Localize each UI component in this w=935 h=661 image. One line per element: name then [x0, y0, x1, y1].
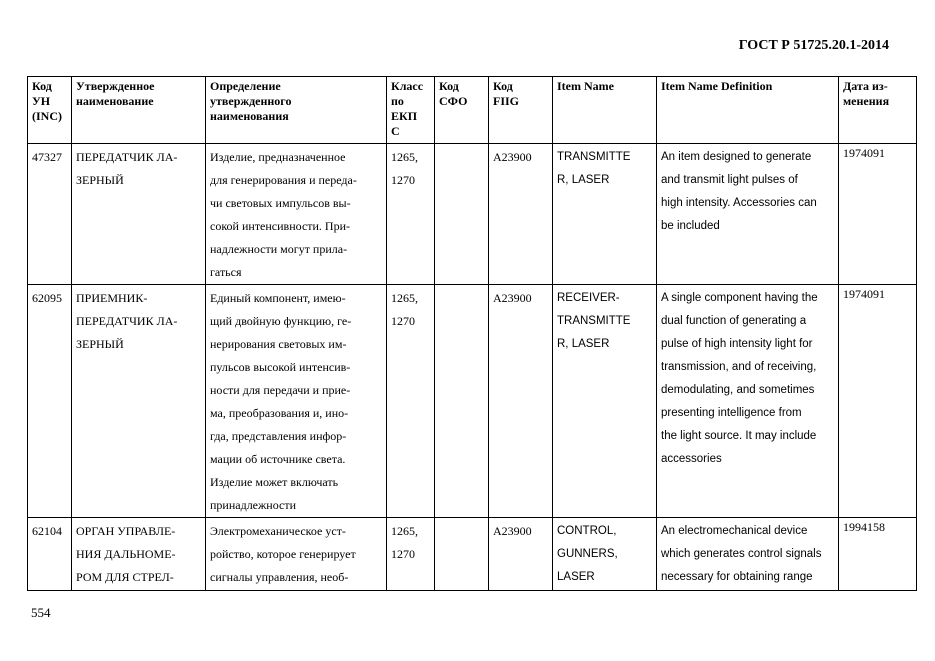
cell-line: demodulating, and sometimes — [661, 384, 815, 396]
table-row — [28, 144, 917, 285]
col-sfo-header — [435, 77, 489, 144]
cell-line: ма, преобразования и, ино- — [210, 406, 349, 420]
header-line: (INC) — [32, 109, 62, 123]
header-line: УН — [32, 94, 51, 108]
col-approved-name-header — [72, 77, 206, 144]
cell-line: для генерирования и переда- — [210, 173, 357, 187]
header-line: Код — [493, 79, 513, 93]
cell-line: чи световых импульсов вы- — [210, 196, 351, 210]
approved-name-cell — [72, 518, 206, 591]
cell-line: transmission, and of receiving, — [661, 361, 817, 373]
header-line: Определение — [210, 79, 281, 93]
item-definition-cell — [657, 144, 839, 285]
cell-line: Единый компонент, имею- — [210, 291, 346, 305]
fiig-cell: A23900 — [489, 144, 553, 285]
cell-line: ПЕРЕДАТЧИК ЛА- — [76, 314, 178, 328]
cell-line: LASER — [557, 571, 595, 583]
header-line: Item Name — [557, 79, 614, 93]
class-cell — [387, 518, 435, 591]
cell-line: ОРГАН УПРАВЛЕ- — [76, 524, 176, 538]
date-cell: 1974091 — [839, 285, 917, 518]
col-inc-header — [28, 77, 72, 144]
header-line: наименования — [210, 109, 289, 123]
col-definition-header — [206, 77, 387, 144]
class-cell — [387, 285, 435, 518]
item-name-cell — [553, 144, 657, 285]
cell-line: RECEIVER- — [557, 292, 620, 304]
cell-line: pulse of high intensity light for — [661, 338, 813, 350]
approved-name-cell — [72, 285, 206, 518]
cell-line: Электромеханическое уст- — [210, 524, 346, 538]
cell-line: сигналы управления, необ- — [210, 570, 349, 584]
inc-cell: 62095 — [28, 285, 72, 518]
inc-cell: 47327 — [28, 144, 72, 285]
header-line: Код — [439, 79, 459, 93]
cell-line: and transmit light pulses of — [661, 174, 798, 186]
cell-line: сокой интенсивности. При- — [210, 219, 351, 233]
cell-line: accessories — [661, 453, 722, 465]
cell-line: ЗЕРНЫЙ — [76, 337, 124, 351]
cell-line: TRANSMITTE — [557, 315, 631, 327]
definition-cell — [206, 285, 387, 518]
col-fiig-header — [489, 77, 553, 144]
sfo-cell — [435, 518, 489, 591]
cell-line: НИЯ ДАЛЬНОМЕ- — [76, 547, 176, 561]
cell-line: the light source. It may include — [661, 430, 817, 442]
cell-line: 1270 — [391, 547, 415, 561]
header-line: С — [391, 124, 400, 138]
cell-line: ПРИЕМНИК- — [76, 291, 148, 305]
table-body — [28, 144, 917, 591]
cell-line: ПЕРЕДАТЧИК ЛА- — [76, 150, 178, 164]
date-cell: 1974091 — [839, 144, 917, 285]
col-date-header — [839, 77, 917, 144]
header-line: FIIG — [493, 94, 520, 108]
cell-line: 1270 — [391, 314, 415, 328]
header-line: утвержденного — [210, 94, 292, 108]
catalog-table — [27, 76, 917, 591]
page-number: 554 — [31, 605, 51, 620]
cell-line: мации об источнике света. — [210, 452, 346, 466]
table-row — [28, 518, 917, 591]
cell-line: which generates control signals — [661, 548, 822, 560]
cell-line: надлежности могут прила- — [210, 242, 348, 256]
header-line: менения — [843, 94, 890, 108]
cell-line: 1265, — [391, 150, 418, 164]
cell-line: R, LASER — [557, 338, 610, 350]
fiig-cell: A23900 — [489, 285, 553, 518]
cell-line: presenting intelligence from — [661, 407, 802, 419]
cell-line: 1270 — [391, 173, 415, 187]
item-name-cell — [553, 518, 657, 591]
cell-line: щий двойную функцию, ге- — [210, 314, 352, 328]
cell-line: R, LASER — [557, 174, 610, 186]
cell-line: dual function of generating a — [661, 315, 807, 327]
class-cell — [387, 144, 435, 285]
header-line: Утвержденное — [76, 79, 155, 93]
table-header-row — [28, 77, 917, 144]
approved-name-cell — [72, 144, 206, 285]
cell-line: necessary for obtaining range — [661, 571, 813, 583]
cell-line: A single component having the — [661, 292, 818, 304]
cell-line: Изделие может включать — [210, 475, 339, 489]
cell-line: ЗЕРНЫЙ — [76, 173, 124, 187]
cell-line: ройство, которое генерирует — [210, 547, 356, 561]
cell-line: GUNNERS, — [557, 548, 618, 560]
item-definition-cell — [657, 518, 839, 591]
header-line: Код — [32, 79, 52, 93]
header-line: Дата из- — [843, 79, 888, 93]
table-row — [28, 285, 917, 518]
cell-line: 1265, — [391, 291, 418, 305]
cell-line: An item designed to generate — [661, 151, 812, 163]
cell-line: high intensity. Accessories can — [661, 197, 817, 209]
item-definition-cell — [657, 285, 839, 518]
definition-cell — [206, 144, 387, 285]
col-item-name-header — [553, 77, 657, 144]
definition-cell — [206, 518, 387, 591]
header-line: СФО — [439, 94, 468, 108]
cell-line: принадлежности — [210, 498, 297, 512]
sfo-cell — [435, 144, 489, 285]
fiig-cell: A23900 — [489, 518, 553, 591]
header-line: Класс — [391, 79, 424, 93]
document-header: ГОСТ Р 51725.20.1-2014 — [738, 38, 889, 53]
cell-line: Изделие, предназначенное — [210, 150, 346, 164]
header-line: Item Name Definition — [661, 79, 773, 93]
cell-line: CONTROL, — [557, 525, 617, 537]
cell-line: TRANSMITTE — [557, 151, 631, 163]
header-line: наименование — [76, 94, 154, 108]
col-class-header — [387, 77, 435, 144]
cell-line: нерирования световых им- — [210, 337, 347, 351]
cell-line: ности для передачи и прие- — [210, 383, 351, 397]
date-cell: 1994158 — [839, 518, 917, 591]
item-name-cell — [553, 285, 657, 518]
header-line: ЕКП — [391, 109, 418, 123]
cell-line: РОМ ДЛЯ СТРЕЛ- — [76, 570, 174, 584]
col-item-definition-header — [657, 77, 839, 144]
cell-line: гаться — [210, 265, 242, 279]
cell-line: 1265, — [391, 524, 418, 538]
cell-line: An electromechanical device — [661, 525, 808, 537]
cell-line: пульсов высокой интенсив- — [210, 360, 351, 374]
cell-line: be included — [661, 220, 720, 232]
header-line: по — [391, 94, 404, 108]
inc-cell: 62104 — [28, 518, 72, 591]
sfo-cell — [435, 285, 489, 518]
cell-line: гда, представления инфор- — [210, 429, 347, 443]
